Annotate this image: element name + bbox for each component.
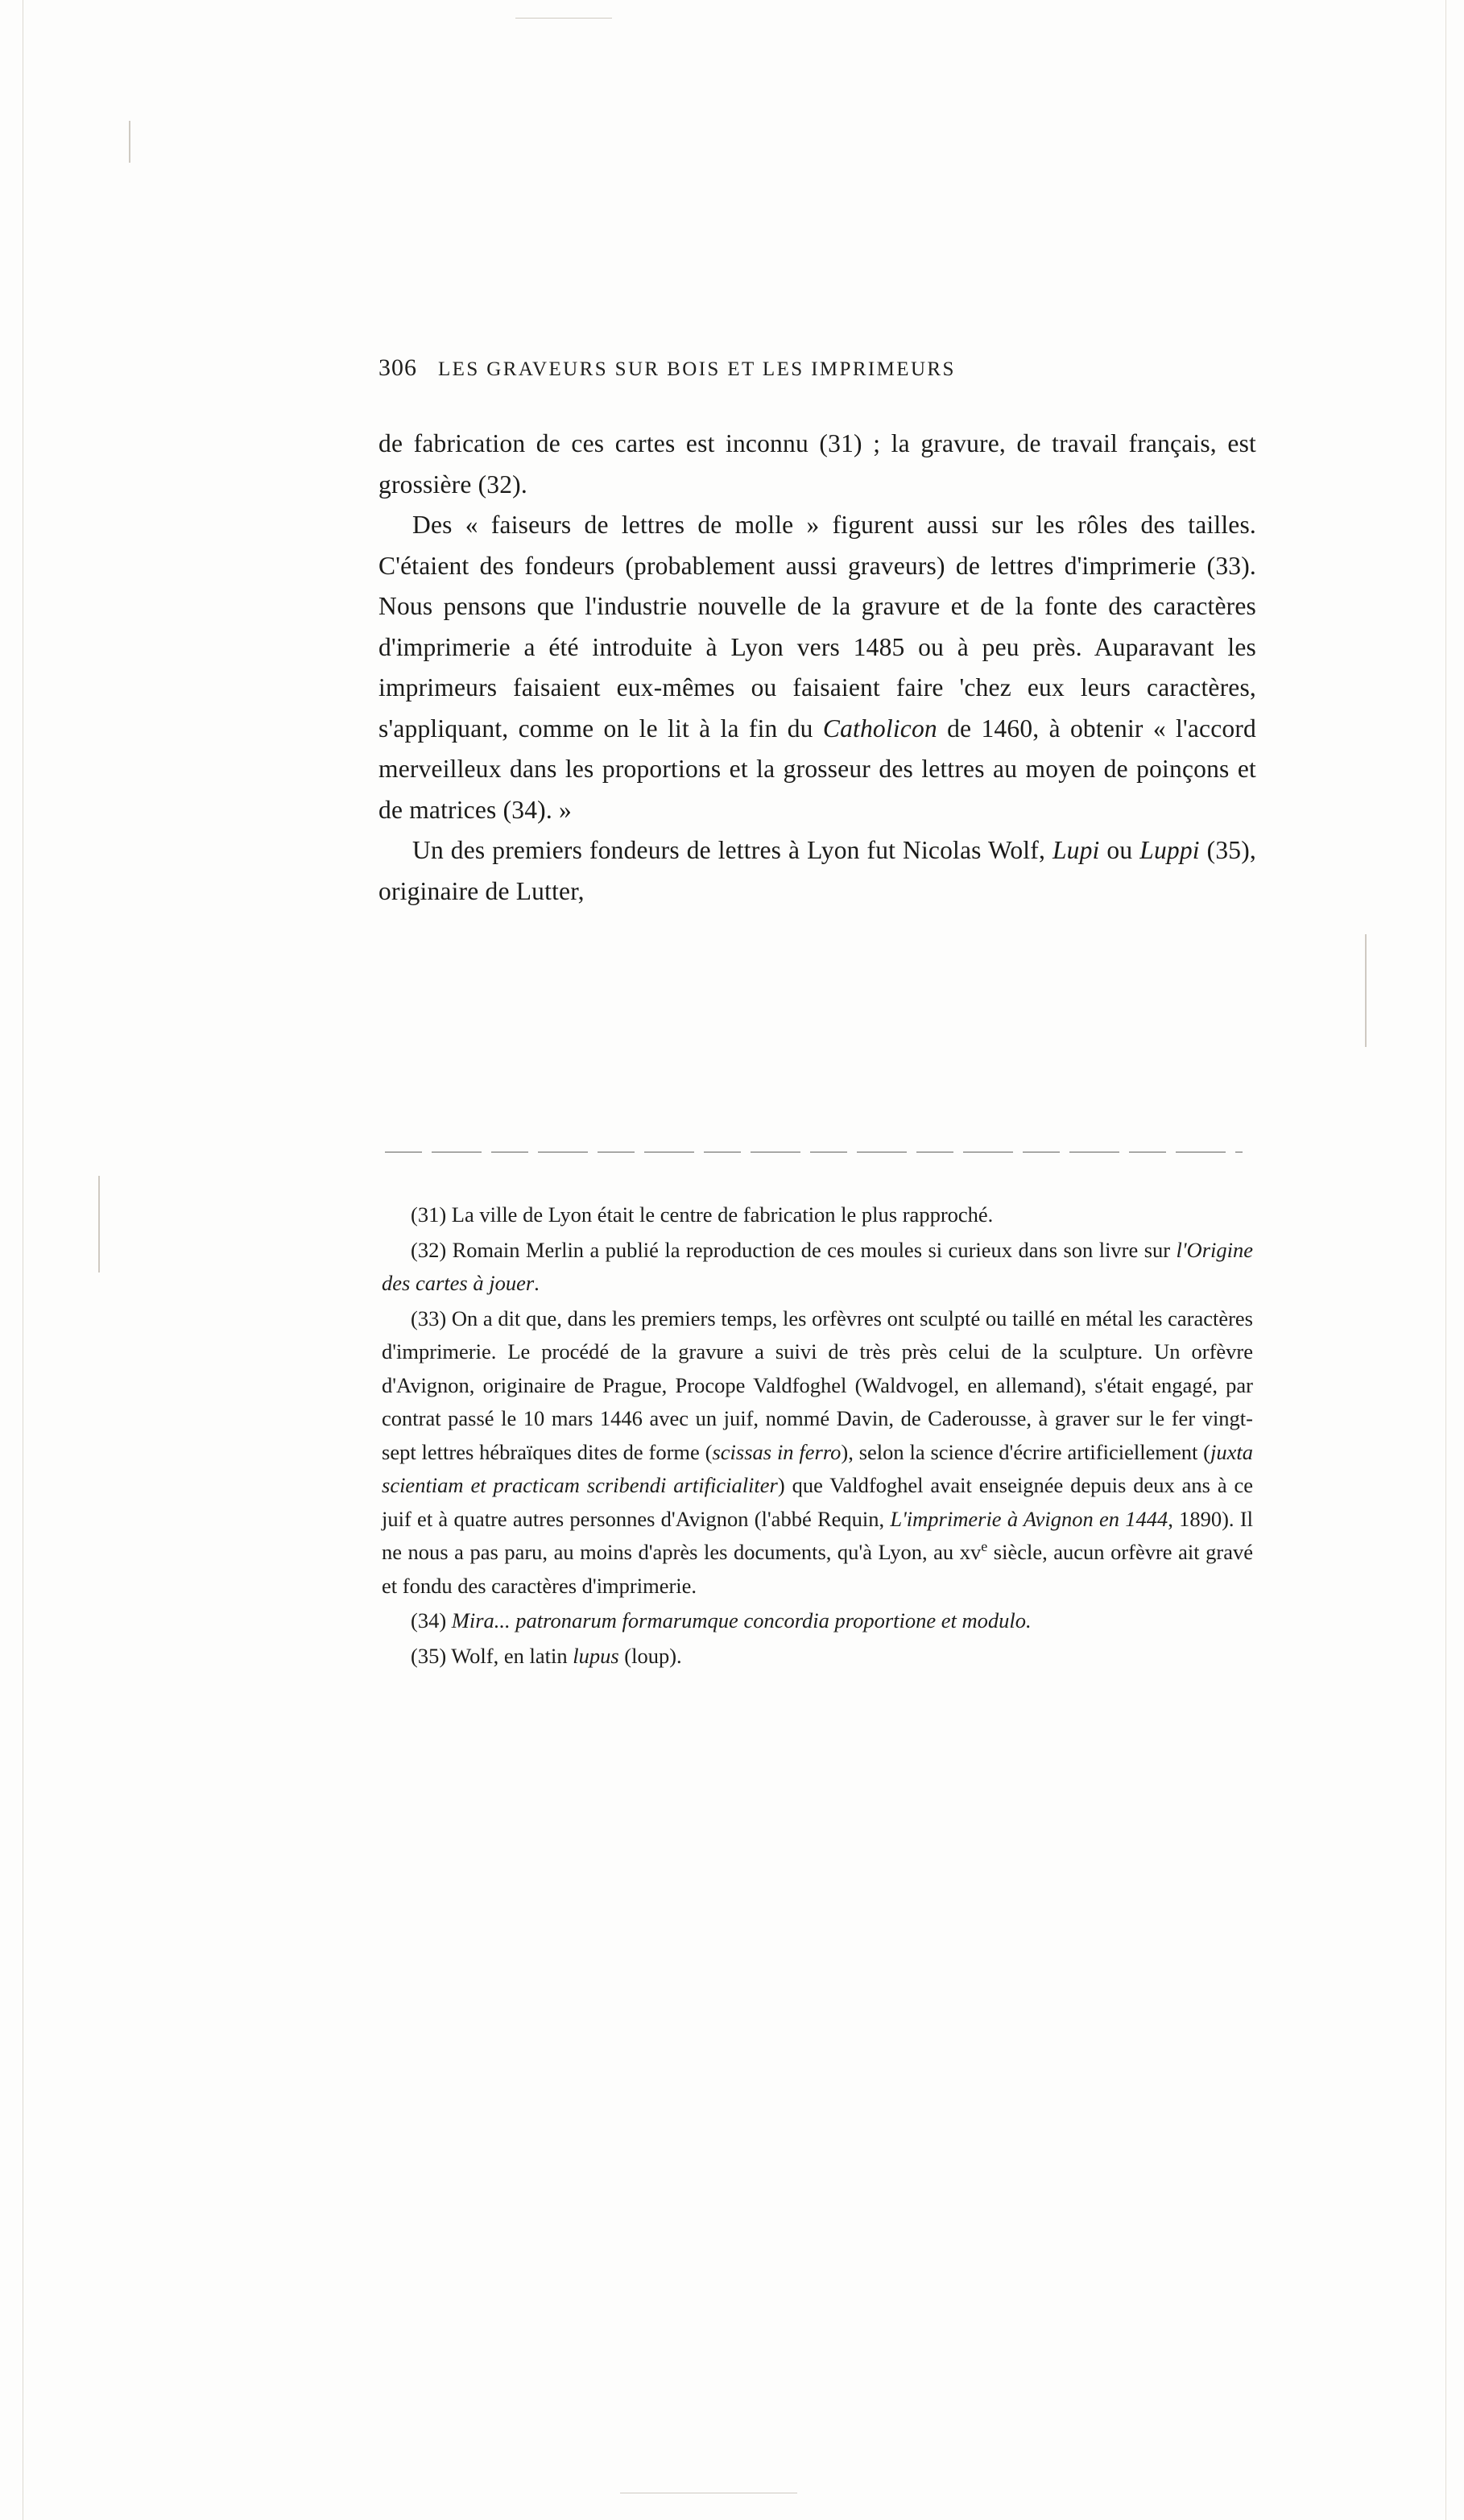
running-head	[378, 354, 1256, 382]
italic-catholicon: Catholicon	[822, 714, 937, 743]
page-edge-right	[1445, 0, 1446, 2520]
footnote-33: (33) On a dit que, dans les premiers temps, les orfèvres ont sculpté ou taillé en métal les caractères d'imprimerie. Le procédé de la gravure a suivi de très près celui de la sculpture. Un orfèvre d'Avignon, originaire de Prague, Procope Valdfoghel (Waldvogel, en allemand), s'était engagé, par contrat passé le 10 mars 1446 avec un juif, nommé Davin, de Caderousse, à graver sur le fer vingt-sept lettres hébraïques dites de forme (scissas in ferro), selon la science d'écrire artificiellement (juxta scientiam et practicam scribendi artificialiter) que Valdfoghel avait enseignée depuis deux ans à ce juif et à quatre autres personnes d'Avignon (l'abbé Requin, L'imprimerie à Avignon en 1444, 1890). Il ne nous a pas paru, au moins d'après les documents, qu'à Lyon, au $xv^e$ siècle, aucun orfèvre ait gravé et fondu des caractères d'imprimerie.	[382, 1306, 1254, 1598]
italic-lupi: Lupi	[1052, 836, 1100, 864]
footnote-35: (35) Wolf, en latin lupus (loup).	[411, 1643, 682, 1668]
footnote-34: (34) Mira... patronarum formarumque concordia proportione et modulo.	[411, 1608, 1032, 1632]
italic-origine-cartes: l'Origine des cartes à jouer	[382, 1237, 1253, 1295]
superscript-e: e	[981, 1538, 988, 1555]
italic-juxta: juxta scientiam et practicam scribendi artificialiter	[382, 1439, 1253, 1497]
scan-artifact	[98, 1176, 100, 1272]
running-head-title: LES GRAVEURS SUR BOIS ET LES IMPRIMEURS	[438, 358, 956, 380]
italic-imprimerie-avignon: L'imprimerie à Avignon en 1444	[890, 1506, 1168, 1531]
italic-luppi: Luppi	[1139, 836, 1200, 864]
italic-lupus: lupus	[573, 1643, 619, 1668]
footnotes-block	[382, 1198, 1253, 1674]
scan-artifact	[515, 18, 612, 19]
scan-artifact	[1365, 934, 1367, 1047]
italic-scissas: scissas in ferro	[712, 1439, 842, 1464]
scan-artifact	[129, 121, 130, 163]
page-text-block	[378, 354, 1256, 912]
footnote-31: (31) La ville de Lyon était le centre de fabrication le plus rapproché.	[411, 1202, 994, 1227]
italic-mira: Mira... patronarum formarumque concordia proportione et modulo.	[451, 1608, 1032, 1632]
paragraph-1: de fabrication de ces cartes est inconnu (31) ; la gravure, de travail français, est grossière (32).	[378, 429, 1256, 499]
page-number: 306	[378, 354, 417, 381]
body-copy	[378, 424, 1256, 912]
paragraph-3: Un des premiers fondeurs de lettres à Lyon fut Nicolas Wolf, Lupi ou Luppi (35), originaire de Lutter,	[378, 836, 1257, 905]
paragraph-2: Des « faiseurs de lettres de molle » figurent aussi sur les rôles des tailles. C'étaient des fondeurs (probablement aussi graveurs) de lettres d'imprimerie (33). Nous pensons que l'industrie nouvelle de la gravure et de la fonte des caractères d'imprimerie a été introduite à Lyon vers 1485 ou à peu près. Auparavant les imprimeurs faisaient eux-mêmes ou faisaient faire 'chez eux leurs caractères, s'appliquant, comme on le lit à la fin du Catholicon de 1460, à obtenir « l'accord merveilleux dans les proportions et la grosseur des lettres au moyen de poinçons et de matrices (34). »	[378, 511, 1256, 824]
footnote-32: (32) Romain Merlin a publié la reproduction de ces moules si curieux dans son livre sur l'Origine des cartes à jouer.	[382, 1237, 1253, 1295]
